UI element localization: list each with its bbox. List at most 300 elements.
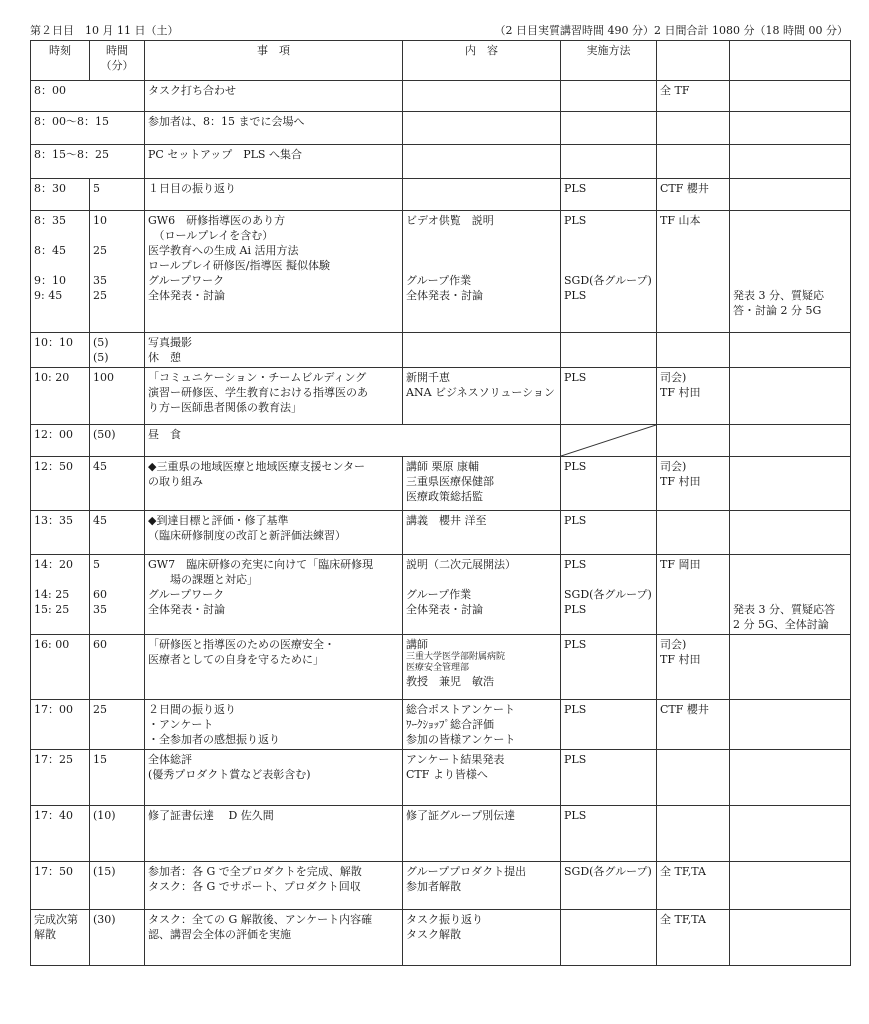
cell-method [561,700,657,750]
cell-item [145,333,403,368]
cell-item [145,112,403,145]
cell-line: GW6 研修指導医のあり方 [148,214,286,227]
cell-staff [657,368,730,425]
cell-line: SGD(各グループ) [564,588,652,601]
cell-content [403,750,561,806]
cell-dur [90,806,145,862]
cell-line: 認、講習会全体の評価を実施 [148,928,291,941]
cell-method [561,112,657,145]
cell-line [148,617,399,632]
cell-dur [90,910,145,966]
cell-line [34,258,86,273]
cell-line [733,83,847,98]
cell-dur [90,368,145,425]
cell-line [733,370,847,385]
cell-line: グループプロダクト提出 [406,865,527,878]
cell-line: 完成次第 [34,913,78,926]
cell-line: TF 村田 [660,386,701,399]
cell-content [403,635,561,700]
cell-item [145,425,561,457]
cell-time [31,806,90,862]
cell-line [660,335,726,350]
cell-method [561,862,657,910]
cell-note [730,635,851,700]
cell-note [730,81,851,112]
cell-line: 全体発表・討論 [148,603,225,616]
cell-line: 100 [93,371,114,384]
cell-line: 休 憩 [148,351,181,364]
schedule-table [30,40,851,966]
cell-line [564,228,653,243]
cell-staff [657,862,730,910]
cell-line [564,303,653,318]
cell-line: 12：00 [34,428,73,441]
cell-staff [657,457,730,511]
cell-line [406,243,557,258]
cell-note [730,145,851,179]
cell-item [145,457,403,511]
cell-line: ﾜｰｸｼｮｯﾌﾟ総合評価 [406,718,494,731]
cell-line: SGD(各グループ) [564,865,652,878]
cell-line: PLS [564,182,587,195]
cell-line: PLS [564,809,587,822]
cell-staff [657,910,730,966]
cell-note [730,179,851,211]
cell-line: 発表 3 分、質疑応 [733,289,824,302]
cell-time [31,910,90,966]
cell-staff [657,81,730,112]
schedule-header [30,22,848,38]
cell-staff [657,700,730,750]
cell-staff [657,750,730,806]
cell-item [145,806,403,862]
schedule-row [31,750,851,806]
cell-time [31,211,90,333]
cell-line [733,752,847,767]
cell-line: SGD(各グループ) [564,274,652,287]
schedule-row [31,211,851,333]
cell-item [145,862,403,910]
cell-line [660,258,726,273]
cell-line: 5 [93,182,100,195]
cell-line [660,427,726,442]
schedule-row [31,910,851,966]
cell-line: 参加者は、8：15 までに会場へ [148,115,305,128]
cell-time [31,555,90,635]
col-header-content: 内 容 [403,41,561,81]
total-hours-label: （2 日目実質講習時間 490 分）2 日間合計 1080 分（18 時間 00 分） [494,24,848,37]
cell-note [730,555,851,635]
cell-method [561,333,657,368]
cell-note [730,368,851,425]
col-header-method: 実施方法 [561,41,657,81]
cell-dur [90,862,145,910]
cell-dur [90,457,145,511]
cell-line: 全 TF,TA [660,865,706,878]
cell-note [730,333,851,368]
cell-line: １日目の振り返り [148,182,236,195]
cell-method [561,81,657,112]
cell-line [93,617,141,632]
cell-line: 5 [93,558,100,571]
col-header-duration [90,41,145,81]
cell-line: 13：35 [34,514,73,527]
cell-line: TF 山本 [660,214,701,227]
cell-line: PLS [564,514,587,527]
cell-content [403,112,561,145]
cell-content [403,700,561,750]
cell-method [561,368,657,425]
cell-line-small: 三重大学医学部附属病院 [406,652,506,662]
cell-line: 三重県医療保健部 [406,475,494,488]
cell-item [145,81,403,112]
cell-line [406,335,557,350]
cell-time [31,862,90,910]
cell-line [733,459,847,474]
col-header-staff [657,41,730,81]
cell-note [730,112,851,145]
cell-time [31,179,90,211]
col-header-item: 事 項 [145,41,403,81]
cell-line: (15) [93,865,116,878]
cell-item [145,368,403,425]
cell-line: CTF 櫻井 [660,703,709,716]
cell-staff [657,145,730,179]
cell-line: ・アンケート [148,718,214,731]
cell-staff [657,333,730,368]
cell-line [733,513,847,528]
cell-line: ◆到達目標と評価・修了基準 [148,514,289,527]
cell-line: 16: 00 [34,638,70,651]
cell-line: 25 [93,289,107,302]
schedule-row [31,333,851,368]
cell-line [406,83,557,98]
cell-line [564,912,653,927]
cell-content [403,910,561,966]
cell-time [31,368,90,425]
cell-line [564,114,653,129]
cell-line: 講師 栗原 康輔 [406,460,479,473]
cell-line [733,243,847,258]
cell-line: PLS [564,289,587,302]
day-date-label: 第２日目 10 月 11 日（土） [30,24,179,37]
schedule-row [31,457,851,511]
cell-line: PLS [564,460,587,473]
cell-line: ◆三重県の地域医療と地域医療支援センター [148,460,366,473]
cell-line [660,602,726,617]
cell-line: 25 [93,244,107,257]
cell-staff [657,806,730,862]
cell-line: タスク打ち合わせ [148,84,236,97]
cell-method [561,179,657,211]
cell-item [145,750,403,806]
schedule-row [31,145,851,179]
cell-time [31,511,90,555]
cell-method [561,555,657,635]
cell-line [733,572,847,587]
cell-line: 答・討論 2 分 5G [733,304,822,317]
cell-content [403,81,561,112]
cell-line: 講師 [406,638,428,651]
cell-method [561,457,657,511]
cell-line [733,335,847,350]
cell-line: PLS [564,603,587,616]
cell-time [31,635,90,700]
cell-line [660,572,726,587]
cell-line [148,303,399,318]
cell-time [31,145,145,179]
cell-line: 総合ポストアンケート [406,703,516,716]
schedule-row [31,112,851,145]
cell-line: 医療政策総括監 [406,490,483,503]
cell-line: ２日間の振り返り [148,703,236,716]
cell-time [31,425,90,457]
cell-line: 35 [93,603,107,616]
cell-line: GW7 臨床研修の充実に向けて「臨床研修現 [148,558,374,571]
cell-line [660,808,726,823]
cell-dur [90,511,145,555]
cell-line: 15: 25 [34,603,70,616]
cell-line: 10: 20 [34,371,70,384]
cell-line: 解散 [34,928,56,941]
cell-item [145,145,403,179]
cell-line: CTF より皆様へ [406,768,488,781]
cell-line: 8：00〜8：15 [34,115,109,128]
cell-line: TF 岡田 [660,558,701,571]
schedule-row [31,425,851,457]
cell-line: グループ作業 [406,588,472,601]
cell-line [93,572,141,587]
cell-note [730,700,851,750]
cell-line [406,181,557,196]
cell-line [660,303,726,318]
cell-note [730,457,851,511]
cell-line: 12：50 [34,460,73,473]
cell-staff [657,635,730,700]
cell-line [733,587,847,602]
cell-line [564,572,653,587]
cell-line [406,228,557,243]
cell-line: PLS [564,703,587,716]
cell-line-small: 医療安全管理部 [406,663,470,673]
cell-content [403,145,561,179]
cell-time [31,333,90,368]
cell-line: 10：10 [34,336,73,349]
cell-line [733,228,847,243]
cell-time [31,112,145,145]
cell-line: グループワーク [148,588,225,601]
cell-dur [90,635,145,700]
cell-line: 全体発表・討論 [148,289,225,302]
cell-line: 全体総評 [148,753,192,766]
cell-line: タスク解散 [406,928,461,941]
cell-line: り方ー医師患者関係の教育法」 [148,401,302,414]
cell-line: 昼 食 [148,428,181,441]
cell-line: 8：15〜8：25 [34,148,109,161]
cell-method [561,806,657,862]
col-header-duration-line2: （分） [100,59,134,72]
cell-line: （ロールプレイを含む） [148,229,274,242]
cell-line: 参加の皆様アンケート [406,733,516,746]
cell-line [660,587,726,602]
cell-line [660,147,726,162]
cell-line: 35 [93,274,107,287]
cell-dur [90,555,145,635]
cell-dur [90,750,145,806]
cell-line: 25 [93,703,107,716]
cell-line: グループ作業 [406,274,472,287]
cell-line [733,637,847,652]
cell-note [730,862,851,910]
cell-line: 参加者解散 [406,880,461,893]
cell-line [660,114,726,129]
cell-note [730,211,851,333]
cell-content [403,457,561,511]
cell-line [406,258,557,273]
cell-line [93,258,141,273]
cell-staff [657,511,730,555]
cell-dur [90,425,145,457]
schedule-row [31,862,851,910]
cell-line [564,258,653,273]
cell-time [31,457,90,511]
cell-line: 14：20 [34,558,73,571]
cell-content [403,211,561,333]
cell-staff [657,425,730,457]
cell-line: (優秀プロダクト賞など表彰含む) [148,768,311,781]
cell-line [733,702,847,717]
cell-line: 15 [93,753,107,766]
cell-line: タスク：各 G でサポート、プロダクト回収 [148,880,361,893]
cell-line [564,243,653,258]
cell-line: グループワーク [148,274,225,287]
cell-dur [90,179,145,211]
cell-content [403,333,561,368]
cell-line: 9: 45 [34,289,63,302]
schedule-row [31,179,851,211]
cell-line: 講義 櫻井 洋至 [406,514,487,527]
cell-line: 10 [93,214,107,227]
cell-line: 司会) [660,371,687,384]
cell-method [561,635,657,700]
cell-dur [90,700,145,750]
cell-dur [90,211,145,333]
cell-content [403,368,561,425]
cell-line: ロールプレイ研修医/指導医 擬似体験 [148,259,330,272]
cell-line [93,303,141,318]
cell-line: 参加者：各 G で全プロダクトを完成、解散 [148,865,362,878]
cell-line: 8：30 [34,182,66,195]
cell-time [31,700,90,750]
cell-line: TF 村田 [660,653,701,666]
cell-line [733,147,847,162]
schedule-row [31,635,851,700]
cell-line [660,617,726,632]
cell-line: 60 [93,638,107,651]
cell-line [406,572,557,587]
cell-line: 「コミュニケーション・チームビルディング [148,371,367,384]
cell-note [730,806,851,862]
cell-line: 全体発表・討論 [406,603,483,616]
cell-line: (50) [93,428,116,441]
cell-line: 演習ー研修医、学生教育における指導医のあ [148,386,368,399]
cell-time [31,750,90,806]
cell-line: 14: 25 [34,588,70,601]
cell-line: 全 TF,TA [660,913,706,926]
schedule-row [31,806,851,862]
cell-line [564,617,653,632]
cell-staff [657,112,730,145]
cell-line: (10) [93,809,116,822]
cell-line: 全 TF [660,84,690,97]
cell-line [733,181,847,196]
cell-line: 「研修医と指導医のための医療安全・ [148,638,335,651]
cell-line [406,114,557,129]
cell-line: タスク振り返り [406,913,483,926]
cell-line: CTF 櫻井 [660,182,709,195]
cell-item [145,700,403,750]
cell-line: 教授 兼児 敏浩 [406,675,494,688]
cell-line: 司会) [660,638,687,651]
cell-dur [90,333,145,368]
cell-method [561,750,657,806]
cell-item [145,179,403,211]
cell-line [733,808,847,823]
cell-line [564,83,653,98]
cell-note [730,511,851,555]
cell-staff [657,555,730,635]
cell-method [561,910,657,966]
cell-line: 2 分 5G、全体討論 [733,618,829,631]
cell-item [145,211,403,333]
schedule-row [31,555,851,635]
cell-line [733,114,847,129]
schedule-row [31,700,851,750]
cell-staff [657,211,730,333]
diagonal-slash [561,425,656,456]
cell-note [730,910,851,966]
cell-line: (30) [93,913,116,926]
cell-item [145,555,403,635]
cell-line [564,147,653,162]
cell-line: アンケート結果発表 [406,753,505,766]
cell-line: PLS [564,753,587,766]
cell-line: ANA ビジネスソリューション [406,386,555,399]
cell-line: 9：10 [34,274,66,287]
cell-line: 修了証グループ別伝達 [406,809,516,822]
cell-line: 発表 3 分、質疑応答 [733,603,835,616]
cell-line: 8：00 [34,84,66,97]
cell-line: 17：25 [34,753,73,766]
col-header-duration-line1: 時間 [106,44,128,57]
cell-line: 場の課題と対応」 [148,573,258,586]
cell-item [145,511,403,555]
cell-line: 説明（二次元展開法） [406,558,516,571]
cell-content [403,511,561,555]
cell-line [733,427,847,442]
cell-content [403,806,561,862]
cell-line: 45 [93,460,107,473]
cell-line: 17：50 [34,865,73,878]
cell-line: 17：40 [34,809,73,822]
cell-line: の取り組み [148,475,203,488]
cell-line: PLS [564,638,587,651]
cell-line [406,303,557,318]
cell-line [564,335,653,350]
cell-line [733,864,847,879]
cell-note [730,750,851,806]
cell-time [31,81,145,112]
